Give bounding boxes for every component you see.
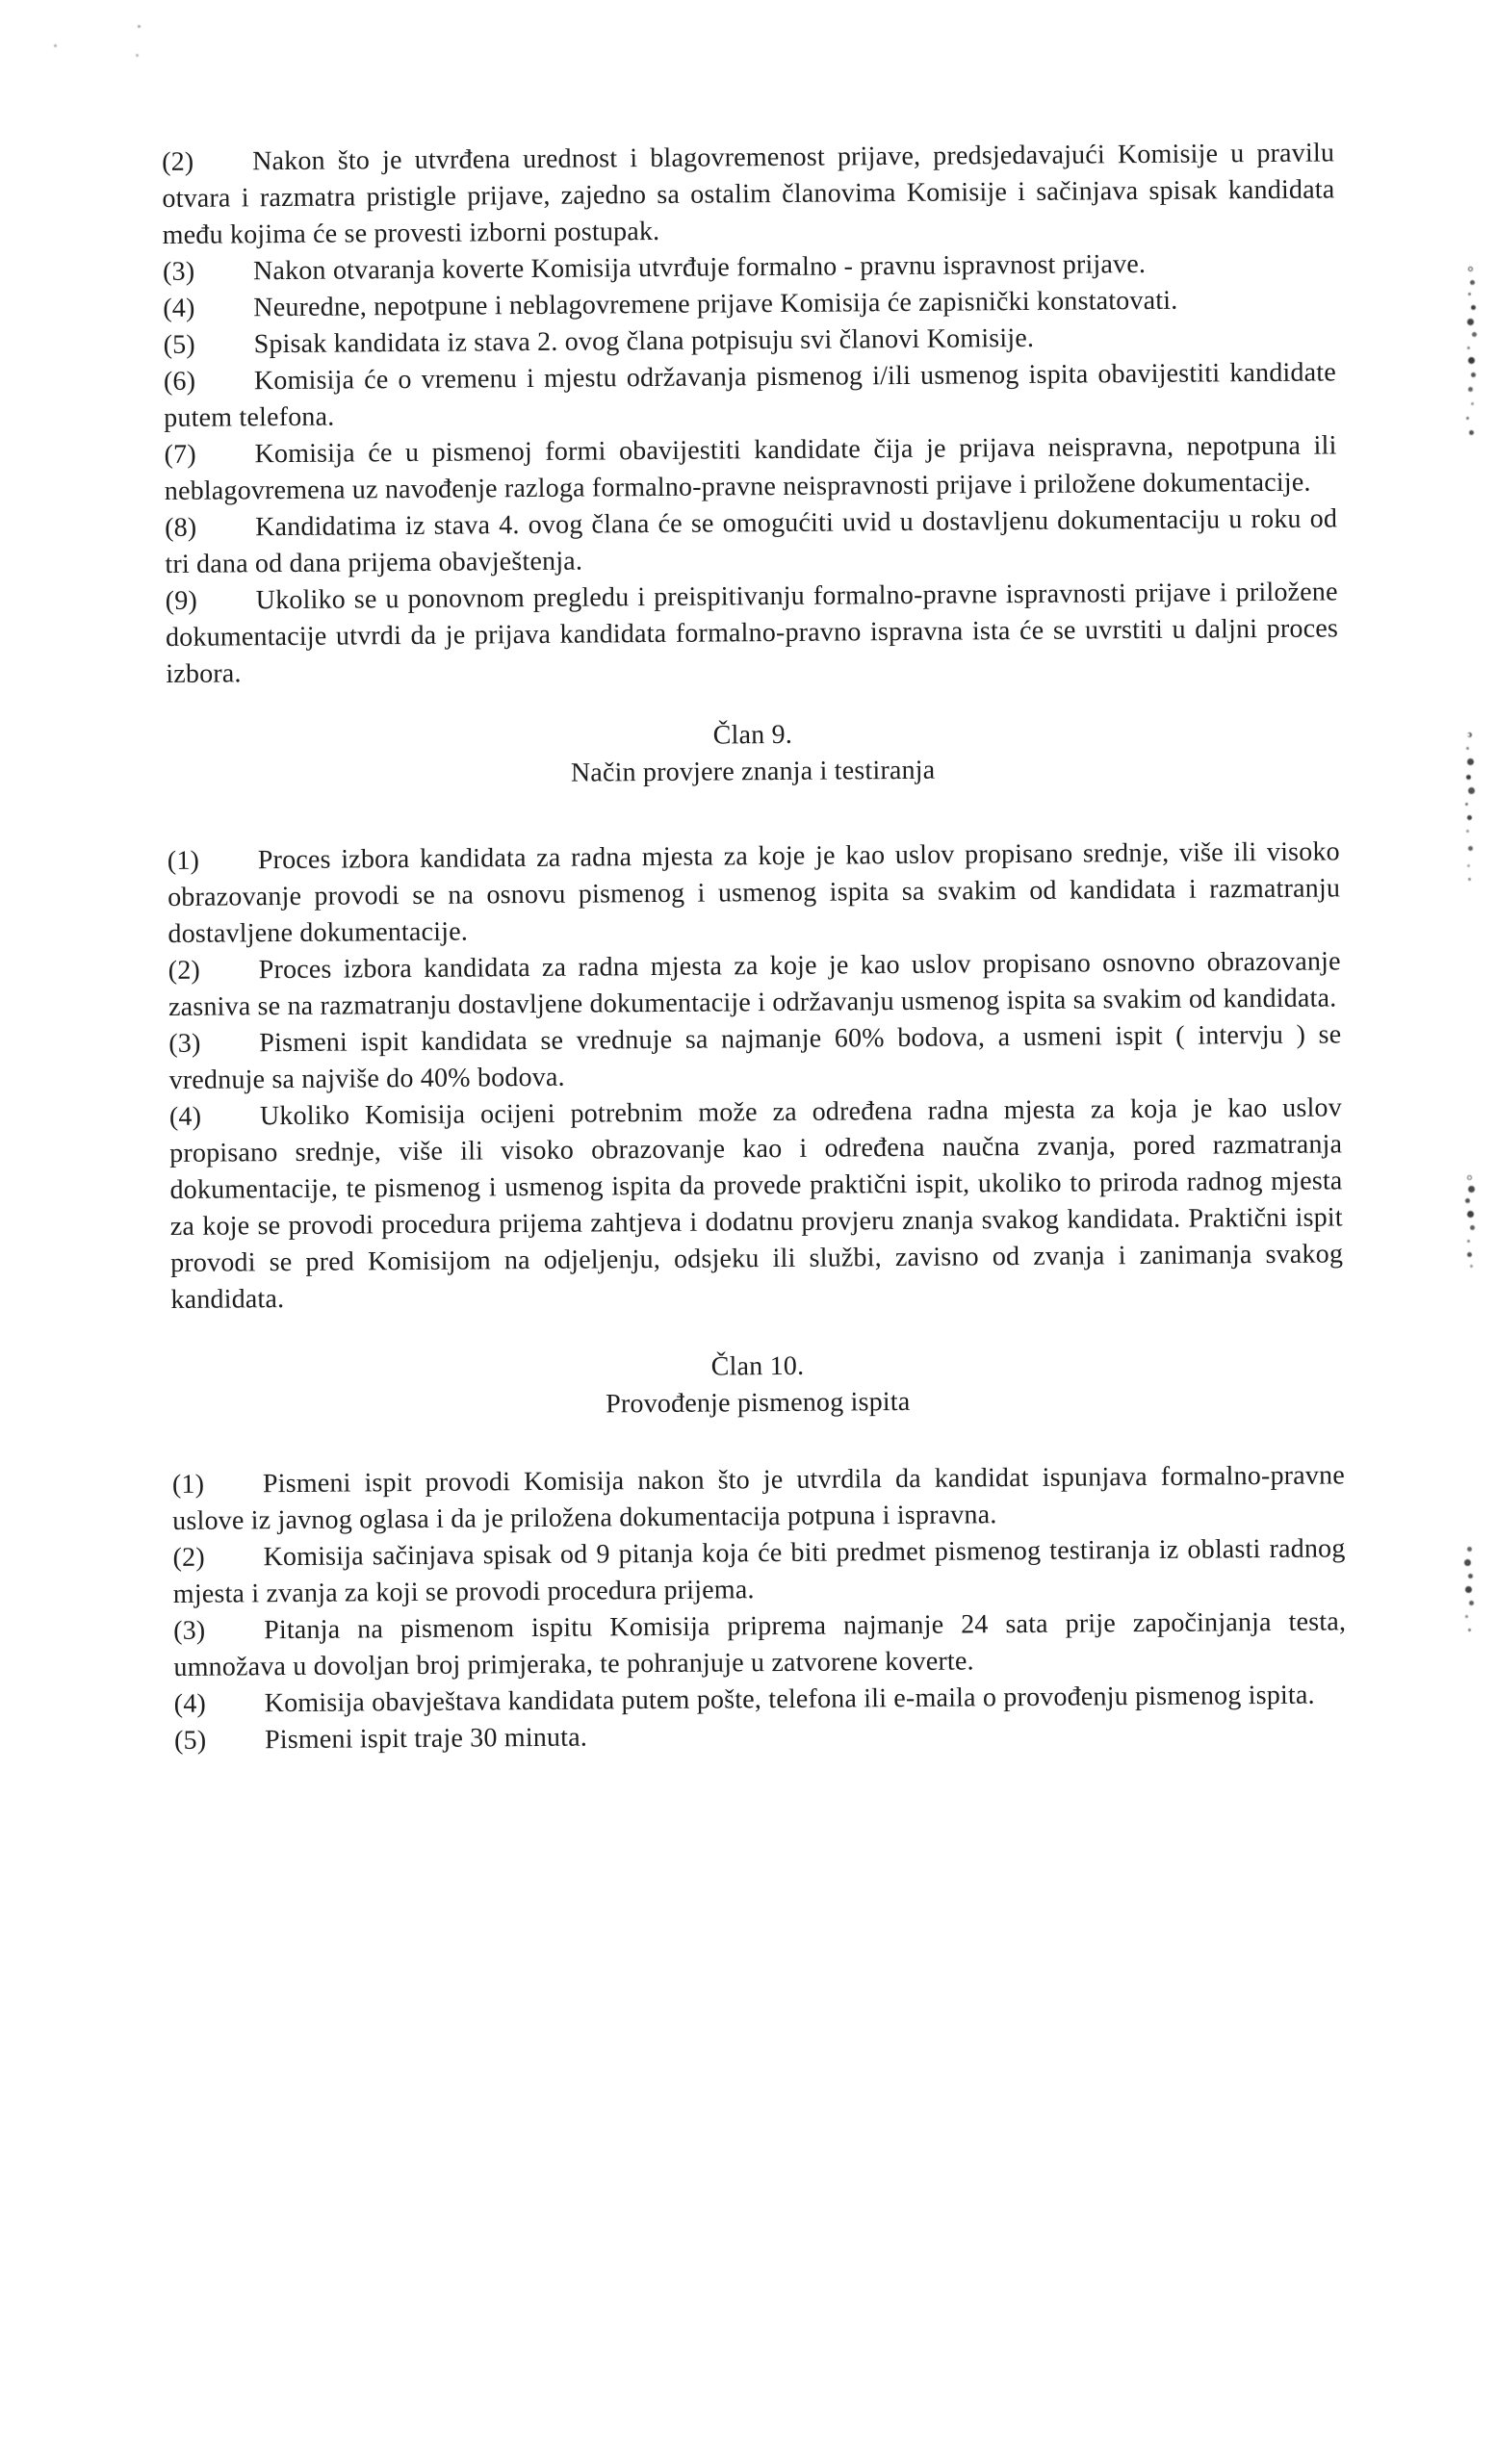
clause xyxy=(166,574,1339,693)
scan-artifact xyxy=(1468,1176,1471,1179)
document-content xyxy=(162,135,1347,1759)
clause xyxy=(164,354,1337,437)
clause xyxy=(162,135,1335,254)
clause-text: Kandidatima iz stava 4. ovog člana će se omogućiti uvid u dostavljenu dokumentaciju u roku od tri dana od dana prijema obavještenja. xyxy=(165,503,1338,579)
clause-number: (9) xyxy=(165,585,198,616)
clause xyxy=(164,427,1337,510)
clause xyxy=(165,500,1338,583)
clause-number: (2) xyxy=(172,1542,205,1573)
clause xyxy=(168,943,1342,1026)
clause-number: (4) xyxy=(168,1101,202,1132)
clause-text: Spisak kandidata iz stava 2. ovog člana potpisuju svi članovi Komisije. xyxy=(253,322,1035,360)
clause xyxy=(168,834,1341,953)
article-subtitle: Način provjere znanja i testiranja xyxy=(570,755,936,788)
section-article-8-clauses xyxy=(162,135,1338,693)
scan-artifact xyxy=(1467,1532,1470,1535)
scan-artifact xyxy=(1469,268,1472,270)
clause xyxy=(174,1713,1347,1759)
clause-text: Proces izbora kandidata za radna mjesta za koje je kao uslov propisano osnovno obrazovanje zasniva se na razmatranju dostavljene dokumentacije i održavanju usmenog ispita sa svakim od kandidata. xyxy=(168,946,1341,1022)
clause-number: (4) xyxy=(163,293,195,323)
clause-number: (2) xyxy=(162,146,194,177)
clause-text: Nakon što je utvrđena urednost i blagovremenost prijave, predsjedavajući Komisije u pravilu otvara i razmatra pristigle prijave, zajedno sa ostalim članovima Komisije i sačinjava spisak kandidata među kojima će se provesti izborni postupak. xyxy=(162,138,1335,250)
clause-number: (6) xyxy=(163,366,196,397)
clause xyxy=(173,1604,1347,1686)
clause-number: (2) xyxy=(168,955,201,986)
clause-text: Pismeni ispit provodi Komisija nakon što je utvrdila da kandidat ispunjava formalno-pravne uslove iz javnog oglasa i da je priložena dokumentacija potpuna i ispravna. xyxy=(172,1460,1346,1536)
clause xyxy=(169,1090,1344,1319)
clause-number: (8) xyxy=(165,512,197,543)
clause-number: (3) xyxy=(162,256,195,287)
clause xyxy=(168,1016,1342,1099)
clause-text: Nakon otvaranja koverte Komisija utvrđuje formalno - pravnu ispravnost prijave. xyxy=(252,248,1147,287)
clause-number: (1) xyxy=(171,1469,205,1500)
clause-text: Komisija obavještava kandidata putem pošte, telefona ili e-maila o provođenju pismenog ispita. xyxy=(264,1680,1315,1719)
article-subtitle: Provođenje pismenog ispita xyxy=(606,1386,911,1420)
clause-number: (1) xyxy=(167,845,200,876)
clause xyxy=(172,1457,1346,1540)
clause-number: (4) xyxy=(173,1688,207,1719)
clause-text: Ukoliko Komisija ocijeni potrebnim može za određena radna mjesta za koja je kao uslov propisano srednje, više ili visoko obrazovanje kao i određena naučna zvanja, pored razmatranja dokumentacije, te pismenog i usmenog ispita da provede praktični ispit, ukoliko to priroda radnog mjesta za koje se provodi procedura prijema zahtjeva i dodatnu provjeru znanja svakog kandidata. Praktični ispit provodi se pred Komisijom na odjeljenju, odsjeku ili službi, zavisno od zvanja i zanimanja svakog kandidata. xyxy=(169,1092,1344,1315)
section-article-10-clauses xyxy=(172,1457,1347,1759)
clause-number: (3) xyxy=(173,1615,206,1646)
clause-number: (5) xyxy=(173,1725,207,1756)
clause xyxy=(172,1530,1346,1613)
clause-number: (3) xyxy=(168,1028,201,1059)
clause-text: Ukoliko se u ponovnom pregledu i preispitivanju formalno-pravne ispravnosti prijave i priložene dokumentacije utvrdi da je prijava kandidata formalno-pravno ispravna ista će se uvrstiti u daljni proces izbora. xyxy=(165,577,1339,689)
scan-artifact xyxy=(53,37,56,39)
clause-number: (7) xyxy=(164,439,196,470)
article-9-heading xyxy=(167,712,1340,795)
clause-text: Pitanja na pismenom ispitu Komisija priprema najmanje 24 sata prije započinjanja testa, umnožava u dovoljan broj primjeraka, te pohranjuje u zatvorene koverte. xyxy=(173,1606,1347,1682)
clause-text: Neuredne, nepotpune i neblagovremene prijave Komisija će zapisnički konstatovati. xyxy=(253,285,1178,323)
clause-text: Komisija sačinjava spisak od 9 pitanja koja će biti predmet pismenog testiranja iz oblasti radnog mjesta i zvanja za koji se provodi procedura prijema. xyxy=(172,1533,1346,1609)
clause-number: (5) xyxy=(163,329,196,360)
clause-text: Komisija će u pismenoj formi obavijestiti kandidate čija je prijava neispravna, nepotpuna ili neblagovremena uz navođenje razloga formalno-pravne neispravnosti prijave i priložene dokumentacije. xyxy=(164,430,1337,506)
article-title: Član 10. xyxy=(710,1350,805,1382)
article-10-heading xyxy=(171,1344,1345,1426)
article-title: Član 9. xyxy=(712,719,793,751)
clause-text: Pismeni ispit traje 30 minuta. xyxy=(264,1722,588,1756)
clause-text: Proces izbora kandidata za radna mjesta za koje je kao uslov propisano srednje, više ili visoko obrazovanje provodi se na osnovu pismenog i usmenog ispita sa svakim od kandidata i razmatranju dostavljene dokumentacije. xyxy=(168,836,1341,949)
section-article-9-clauses xyxy=(168,834,1344,1319)
clause-text: Komisija će o vremenu i mjestu održavanja pismenog i/ili usmenog ispita obavijestiti kandidate putem telefona. xyxy=(164,357,1337,433)
clause-text: Pismeni ispit kandidata se vrednuje sa najmanje 60% bodova, a usmeni ispit ( intervju ) se vrednuje sa najviše do 40% bodova. xyxy=(168,1019,1342,1095)
scan-artifact xyxy=(1467,733,1470,736)
